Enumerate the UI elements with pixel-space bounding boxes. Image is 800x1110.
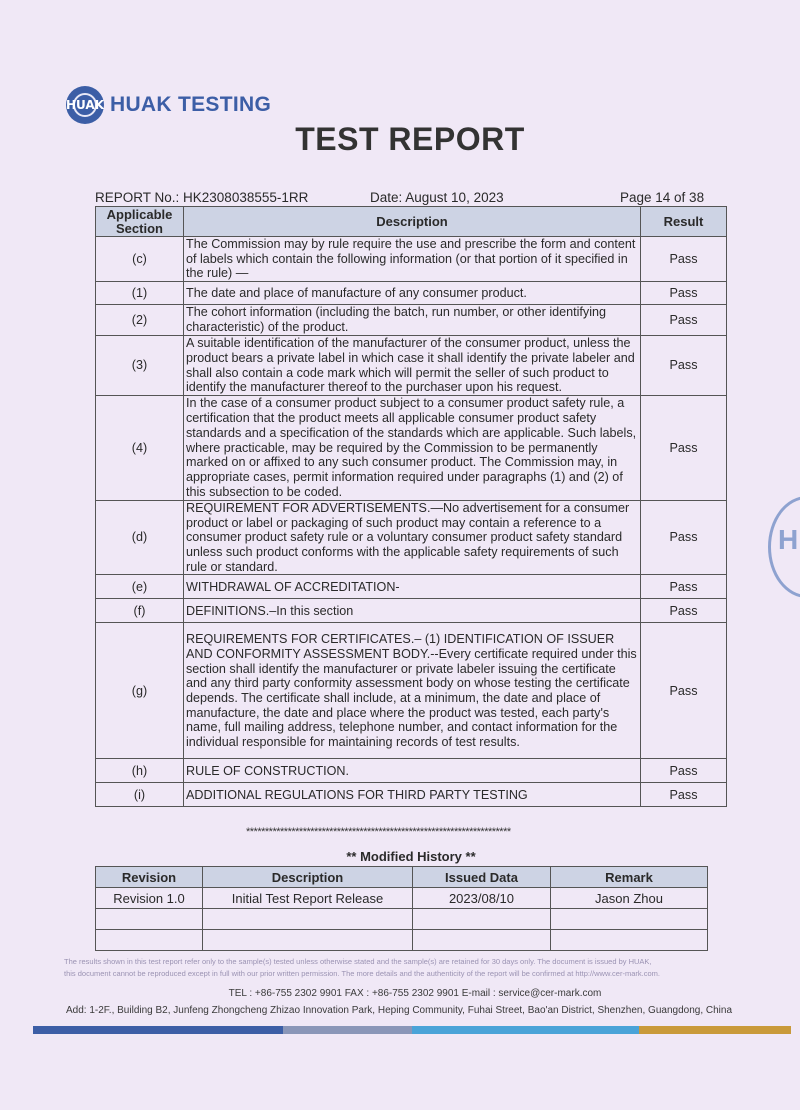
header-section: Applicable Section bbox=[96, 207, 184, 237]
cell-result: Pass bbox=[641, 623, 727, 759]
table-row bbox=[96, 759, 727, 783]
page-title: TEST REPORT bbox=[295, 121, 525, 157]
cell-section: (2) bbox=[96, 305, 184, 336]
history-cell-issued bbox=[413, 930, 551, 951]
cell-section: (c) bbox=[96, 237, 184, 282]
cell-section: (h) bbox=[96, 759, 184, 783]
cell-description: The cohort information (including the batch, run number, or other identifying characteristic) of the product. bbox=[184, 305, 641, 336]
cell-result: Pass bbox=[641, 759, 727, 783]
cell-result: Pass bbox=[641, 783, 727, 807]
cell-description: In the case of a consumer product subject to a consumer product safety rule, a certification that the product meets all applicable consumer product safety standards and a specification of the standards which are applicable. Such labels, where practicable, may be required by the Commission to be permanently marked on or affixed to any such consumer product. The Commission may, in appropriate cases, permit information required under paragraphs (1) and (2) of this subsection to be coded. bbox=[184, 395, 641, 500]
divider-stars: ********************************************************************** bbox=[246, 826, 511, 838]
cell-result: Pass bbox=[641, 336, 727, 396]
cell-section: (d) bbox=[96, 500, 184, 575]
table-row bbox=[96, 395, 727, 500]
history-header-row bbox=[96, 867, 708, 888]
cell-result: Pass bbox=[641, 395, 727, 500]
modified-history-table bbox=[95, 866, 708, 951]
table-row bbox=[96, 282, 727, 305]
history-header-revision: Revision bbox=[96, 867, 203, 888]
history-header-remark: Remark bbox=[551, 867, 708, 888]
cell-result: Pass bbox=[641, 237, 727, 282]
history-cell-issued: 2023/08/10 bbox=[413, 888, 551, 909]
table-row bbox=[96, 599, 727, 623]
cell-result: Pass bbox=[641, 305, 727, 336]
history-header-issued: Issued Data bbox=[413, 867, 551, 888]
report-number: REPORT No.: HK2308038555-1RR bbox=[95, 190, 309, 205]
table-row bbox=[96, 237, 727, 282]
history-cell-remark: Jason Zhou bbox=[551, 888, 708, 909]
modified-history-title: ** Modified History ** bbox=[346, 849, 476, 864]
cell-description: REQUIREMENT FOR ADVERTISEMENTS.—No advertisement for a consumer product or label or packaging of such product may contain a reference to a consumer product safety rule or a voluntary consumer product safety standard unless such product conforms with the applicable safety requirements of such rule or standard. bbox=[184, 500, 641, 575]
history-row bbox=[96, 909, 708, 930]
company-address: Add: 1-2F., Building B2, Junfeng Zhongcheng Zhizao Innovation Park, Heping Community, Fuhai Street, Bao'an District, Shenzhen, Guangdong, China bbox=[66, 1005, 733, 1016]
history-cell-description bbox=[203, 930, 413, 951]
table-row bbox=[96, 575, 727, 599]
stamp-letter: H bbox=[778, 524, 799, 555]
header-result: Result bbox=[641, 207, 727, 237]
color-bar-segment bbox=[283, 1026, 412, 1034]
cell-description: DEFINITIONS.–In this section bbox=[184, 599, 641, 623]
results-table bbox=[95, 206, 727, 807]
cell-description: RULE OF CONSTRUCTION. bbox=[184, 759, 641, 783]
report-date: Date: August 10, 2023 bbox=[370, 190, 504, 205]
logo-mark-text: HUAK bbox=[66, 98, 105, 112]
table-row bbox=[96, 623, 727, 759]
footer-color-bar bbox=[33, 1026, 791, 1034]
brand-name: HUAK TESTING bbox=[110, 93, 272, 116]
history-cell-remark bbox=[551, 930, 708, 951]
results-header-row bbox=[96, 207, 727, 237]
cell-description: REQUIREMENTS FOR CERTIFICATES.– (1) IDENTIFICATION OF ISSUER AND CONFORMITY ASSESSMENT BODY.--Every certificate required under this section shall identify the manufacturer or private labeler issuing the certificate and any third party conformity assessment body on whose testing the certificate depends. The certificate shall include, at a minimum, the date and place of manufacture, the date and place where the product was tested, each party's name, full mailing address, telephone number, and contact information for the individual responsible for maintaining records of test results. bbox=[184, 623, 641, 759]
cell-result: Pass bbox=[641, 575, 727, 599]
disclaimer-line-1: The results shown in this test report refer only to the sample(s) tested unless otherwise stated and the sample(s) are retained for 30 days only. The document is issued by HUAK, bbox=[64, 957, 652, 966]
history-cell-revision bbox=[96, 909, 203, 930]
color-bar-segment bbox=[639, 1026, 791, 1034]
history-cell-revision bbox=[96, 930, 203, 951]
history-cell-issued bbox=[413, 909, 551, 930]
cell-result: Pass bbox=[641, 500, 727, 575]
table-row bbox=[96, 305, 727, 336]
cell-description: WITHDRAWAL OF ACCREDITATION- bbox=[184, 575, 641, 599]
color-bar-segment bbox=[33, 1026, 283, 1034]
cell-section: (g) bbox=[96, 623, 184, 759]
cell-section: (e) bbox=[96, 575, 184, 599]
history-cell-remark bbox=[551, 909, 708, 930]
cell-description: A suitable identification of the manufacturer of the consumer product, unless the product bears a private label in which case it shall identify the private labeler and shall also contain a code mark which will permit the seller of such product to identify the manufacturer thereof to the purchaser upon his request. bbox=[184, 336, 641, 396]
history-cell-revision: Revision 1.0 bbox=[96, 888, 203, 909]
history-cell-description bbox=[203, 909, 413, 930]
cell-result: Pass bbox=[641, 282, 727, 305]
table-row bbox=[96, 783, 727, 807]
contact-info: TEL : +86-755 2302 9901 FAX : +86-755 2302 9901 E-mail : service@cer-mark.com bbox=[228, 988, 602, 999]
disclaimer bbox=[64, 956, 800, 980]
cell-description: The date and place of manufacture of any consumer product. bbox=[184, 282, 641, 305]
cell-section: (f) bbox=[96, 599, 184, 623]
scales-of-justice-icon bbox=[66, 86, 104, 124]
table-row bbox=[96, 336, 727, 396]
history-row bbox=[96, 930, 708, 951]
history-header-description: Description bbox=[203, 867, 413, 888]
history-row bbox=[96, 888, 708, 909]
header-description: Description bbox=[184, 207, 641, 237]
cell-section: (1) bbox=[96, 282, 184, 305]
cell-section: (i) bbox=[96, 783, 184, 807]
cell-description: ADDITIONAL REGULATIONS FOR THIRD PARTY TESTING bbox=[184, 783, 641, 807]
history-cell-description: Initial Test Report Release bbox=[203, 888, 413, 909]
disclaimer-line-2: this document cannot be reproduced except in full with our prior written permission. The more details and the authenticity of the report will be confirmed at http://www.cer-mark.com. bbox=[64, 969, 660, 978]
cell-section: (4) bbox=[96, 395, 184, 500]
cell-description: The Commission may by rule require the use and prescribe the form and content of labels which contain the following information (or that portion of it specified in the rule) — bbox=[184, 237, 641, 282]
cell-section: (3) bbox=[96, 336, 184, 396]
table-row bbox=[96, 500, 727, 575]
color-bar-segment bbox=[412, 1026, 639, 1034]
page-number: Page 14 of 38 bbox=[620, 190, 705, 205]
cell-result: Pass bbox=[641, 599, 727, 623]
huak-logo bbox=[66, 86, 271, 124]
